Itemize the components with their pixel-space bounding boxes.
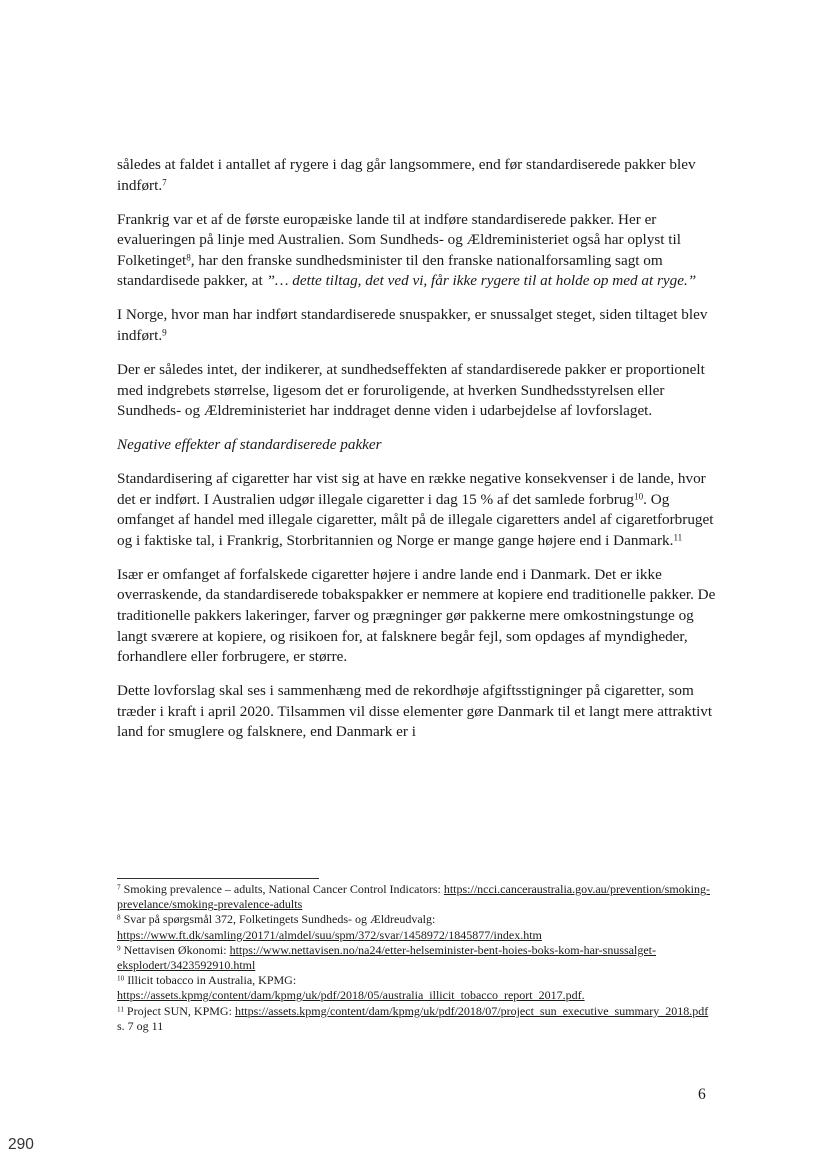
paragraph bbox=[117, 681, 717, 743]
footnote-reference: 7 bbox=[162, 177, 167, 188]
text-run: Svar på spørgsmål 372, Folketingets Sundheds- og Ældreudvalg: bbox=[120, 912, 436, 927]
footnote bbox=[117, 943, 717, 973]
footnote-reference: 11 bbox=[117, 1005, 124, 1014]
text-run: Illicit tobacco in Australia, KPMG: bbox=[124, 973, 297, 988]
paragraph bbox=[117, 305, 717, 346]
footnote-reference: 7 bbox=[117, 883, 121, 892]
text-run: I Norge, hvor man har indført standardiserede snuspakker, er snussalget steget, siden tiltaget blev indført. bbox=[117, 306, 708, 344]
text-run: s. 7 og 11 bbox=[117, 1018, 164, 1033]
footnote-separator bbox=[117, 878, 319, 879]
text-run: Nettavisen Økonomi: bbox=[120, 942, 230, 957]
body-text bbox=[117, 155, 717, 756]
footnote bbox=[117, 1004, 717, 1034]
footnote-reference: 8 bbox=[186, 252, 191, 263]
text-run: Negative effekter af standardiserede pakker bbox=[117, 436, 382, 454]
italic-quote: ”… dette tiltag, det ved vi, får ikke rygere til at holde op med at ryge.” bbox=[266, 272, 697, 290]
document-page-id: 290 bbox=[8, 1136, 34, 1153]
footnote-reference: 9 bbox=[117, 944, 121, 953]
footnote-link[interactable]: https://www.nettavisen.no/na24/etter-helseminister-bent-hoies-boks-kom-har-snussalget-eksplodert/3423592910.html bbox=[117, 942, 656, 973]
footnote-reference: 8 bbox=[117, 913, 121, 922]
footnote-reference: 11 bbox=[673, 532, 683, 543]
text-run: . Og omfanget af handel med illegale cigaretter, målt på de illegale cigaretters andel af cigaretforbruget og i faktiske tal, i Frankrig, Storbritannien og Norge er mange gange højere end i Danmark. bbox=[117, 490, 714, 549]
footnote-reference: 10 bbox=[634, 491, 644, 502]
text-run: Der er således intet, der indikerer, at sundhedseffekten af standardiserede pakker er proportionelt med indgrebets størrelse, ligesom det er foruroligende, at hverken Sundhedsstyrelsen eller Sundheds- og Ældreministeriet har inddraget denne viden i udarbejdelse af lovforslaget. bbox=[117, 360, 705, 420]
paragraph bbox=[117, 360, 717, 422]
text-run: Dette lovforslag skal ses i sammenhæng med de rekordhøje afgiftsstigninger på cigaretter, som træder i kraft i april 2020. Tilsammen vil disse elementer gøre Danmark til et langt mere attraktivt land for smuglere og falsknere, end Danmark er i bbox=[117, 682, 713, 741]
text-run: således at faldet i antallet af rygere i dag går langsommere, end før standardiserede pakker blev indført. bbox=[117, 156, 696, 194]
footnote bbox=[117, 973, 717, 1003]
paragraph bbox=[117, 565, 717, 668]
footnote-link[interactable]: https://assets.kpmg/content/dam/kpmg/uk/pdf/2018/07/project_sun_executive_summary_2018.pdf bbox=[234, 1003, 709, 1018]
footnote-reference: 10 bbox=[117, 974, 125, 983]
footnote-reference: 9 bbox=[162, 327, 167, 338]
footnote-link[interactable]: https://ncci.canceraustralia.gov.au/prevention/smoking-prevelance/smoking-prevalence-adults bbox=[117, 882, 710, 912]
footnotes bbox=[117, 882, 717, 1034]
footnote bbox=[117, 882, 717, 912]
text-run: Smoking prevalence – adults, National Cancer Control Indicators: bbox=[120, 882, 444, 896]
paragraph bbox=[117, 210, 717, 292]
footnote bbox=[117, 912, 717, 942]
footnote-link[interactable]: https://www.ft.dk/samling/20171/almdel/suu/spm/372/svar/1458972/1845877/index.htm bbox=[117, 927, 542, 942]
text-run: Især er omfanget af forfalskede cigaretter højere i andre lande end i Danmark. Det er ikke overraskende, da standardiserede tobakspakker er nemmere at kopiere end traditionelle pakker. De traditionelle pakkers lakeringer, farver og prægninger gør pakkerne mere omkostningstunge og langt sværere at kopiere, og risikoen for, at falsknere begår fejl, som opdages af myndigheder, forhandlere eller forbrugere, er større. bbox=[117, 565, 716, 666]
section-heading bbox=[117, 435, 717, 456]
paragraph bbox=[117, 469, 717, 551]
footnote-link[interactable]: https://assets.kpmg/content/dam/kpmg/uk/pdf/2018/05/australia_illicit_tobacco_report_2017.pdf. bbox=[117, 988, 585, 1003]
paragraph bbox=[117, 155, 717, 196]
page-number: 6 bbox=[698, 1086, 706, 1103]
text-run: Project SUN, KPMG: bbox=[123, 1003, 235, 1018]
text-run: Standardisering af cigaretter har vist sig at have en række negative konsekvenser i de lande, hvor det er indført. I Australien udgør illegale cigaretter i dag 15 % af det samlede forbrug bbox=[117, 470, 706, 508]
text-run: , har den franske sundhedsminister til den franske nationalforsamling sagt om standardisede pakker, at bbox=[117, 251, 663, 290]
text-run: Frankrig var et af de første europæiske lande til at indføre standardiserede pakker. Her er evalueringen på linje med Australien. Som Sundheds- og Ældreministeriet også har oplyst til Folketinget bbox=[117, 210, 681, 269]
